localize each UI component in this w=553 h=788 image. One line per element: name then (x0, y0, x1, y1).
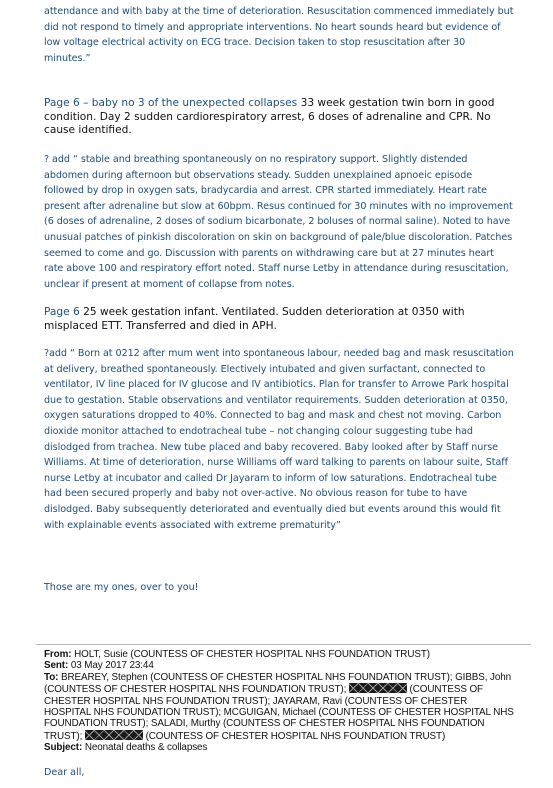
email-header (44, 649, 514, 754)
email-divider (36, 644, 531, 645)
case2-heading-block (44, 306, 514, 333)
case1-text: ? add “ stable and breathing spontaneously on no respiratory support. Slightly distended abdomen during afternoon but observations steady. Sudden unexplained apnoeic episode followed by drop in oxygen sats, bradycardia and arrest. CPR started immediately. Heart rate present after adrenaline but slow at 60bpm. Resus continued for 30 minutes with no improvement (6 doses of adrenaline, 2 doses of sodium bicarbonate, 2 boluses of normal saline). Noted to have unusual patches of pinkish discoloration on skin on background of pale/blue discoloration. Patches seemed to come and go. Discussion with parents on withdrawing care but at 27 minutes heart rate above 100 and respiratory effort noted. Staff nurse Letby in attendance during resuscitation, unclear if present at moment of collapse from notes. (44, 154, 513, 290)
email-to-part2: (COUNTESS OF CHESTER HOSPITAL NHS FOUNDATION TRUST); JAYARAM, Ravi (COUNTESS OF CHESTER HOSPITAL NHS FOUNDATION TRUST); MCGUIGAN, Michael (COUNTESS OF CHESTER HOSPITAL NHS FOUNDATION TRUST); SALADI, Murthy (COUNTESS OF CHESTER HOSPITAL NHS FOUNDATION TRUST); (44, 684, 514, 742)
email-to-part3: (COUNTESS OF CHESTER HOSPITAL NHS FOUNDATION TRUST) (145, 730, 446, 742)
case1-heading: 33 week gestation twin born in good condition. Day 2 sudden cardiorespiratory arrest, 6 doses of adrenaline and CPR. No cause identified. (44, 97, 495, 137)
email-subject: Neonatal deaths & collapses (84, 742, 208, 754)
email-from-row: From: HOLT, Susie (COUNTESS OF CHESTER HOSPITAL NHS FOUNDATION TRUST) (44, 649, 430, 660)
top-paragraph: attendance and with baby at the time of deterioration. Resuscitation commenced immediately but did not respond to timely and appropriate interventions. No heart sounds heard but evidence of low voltage electrical activity on ECG trace. Decision taken to stop resuscitation after 30 minutes.” (44, 6, 514, 64)
email-to-row: To: BREAREY, Stephen (COUNTESS OF CHESTER HOSPITAL NHS FOUNDATION TRUST); GIBBS, John (COUNTESS OF CHESTER HOSPITAL NHS FOUNDATION TRUST); (COUNTESS OF CHESTER HOSPITAL NHS FOUNDATION TRUST); JAYARAM, Ravi (COUNTESS OF CHESTER HOSPITAL NHS FOUNDATION TRUST); MCGUIGAN, Michael (COUNTESS OF CHESTER HOSPITAL NHS FOUNDATION TRUST); SALADI, Murthy (COUNTESS OF CHESTER HOSPITAL NHS FOUNDATION TRUST); (COUNTESS OF CHESTER HOSPITAL NHS FOUNDATION TRUST) (44, 671, 514, 742)
email-sent-row: Sent: 03 May 2017 23:44 (44, 660, 154, 672)
email-subject-row: Subject: Neonatal deaths & collapses (44, 742, 208, 754)
redacted-name-block (349, 683, 407, 693)
closing-line: Those are my ones, over to you! (44, 582, 199, 593)
email-sent: 03 May 2017 23:44 (70, 660, 154, 672)
redacted-name-block (85, 730, 143, 740)
email-from: HOLT, Susie (COUNTESS OF CHESTER HOSPITAL NHS FOUNDATION TRUST) (74, 649, 430, 660)
case2-text: ?add “ Born at 0212 after mum went into spontaneous labour, needed bag and mask resuscitation at delivery, breathed spontaneously. Electively intubated and given surfactant, connected to ventilator, IV line placed for IV glucose and IV antibiotics. Plan for transfer to Arrowe Park hospital due to gestation. Stable observations and ventilator requirements. Sudden deterioration at 0350, oxygen saturations dropped to 40%. Connected to bag and mask and chest not moving. Carbon dioxide monitor attached to endotracheal tube – not changing colour suggesting tube had dislodged from trachea. New tube placed and baby recovered. Baby looked after by Staff nurse Williams. At time of deterioration, nurse Williams off ward talking to parents on labour suite, Staff nurse Letby at incubator and called Dr Jayaram to inform of low saturations. Endotracheal tube had been secured properly and baby not over-active. No obvious reason for tube to have dislodged. Baby subsequently deteriorated and eventually died but events around this would fit with explainable events associated with extreme prematurity” (44, 348, 514, 531)
case1-heading-block (44, 97, 514, 138)
case2-heading: 25 week gestation infant. Ventilated. Sudden deterioration at 0350 with misplaced ETT. Transferred and died in APH. (44, 306, 465, 332)
email-to-part1: BREAREY, Stephen (COUNTESS OF CHESTER HOSPITAL NHS FOUNDATION TRUST); GIBBS, John (COUNTESS OF CHESTER HOSPITAL NHS FOUNDATION TRUST); (44, 671, 512, 696)
case2-label: Page 6 (44, 306, 80, 318)
case1-label: Page 6 – baby no 3 of the unexpected collapses (44, 97, 298, 109)
greeting: Dear all, (44, 767, 85, 778)
